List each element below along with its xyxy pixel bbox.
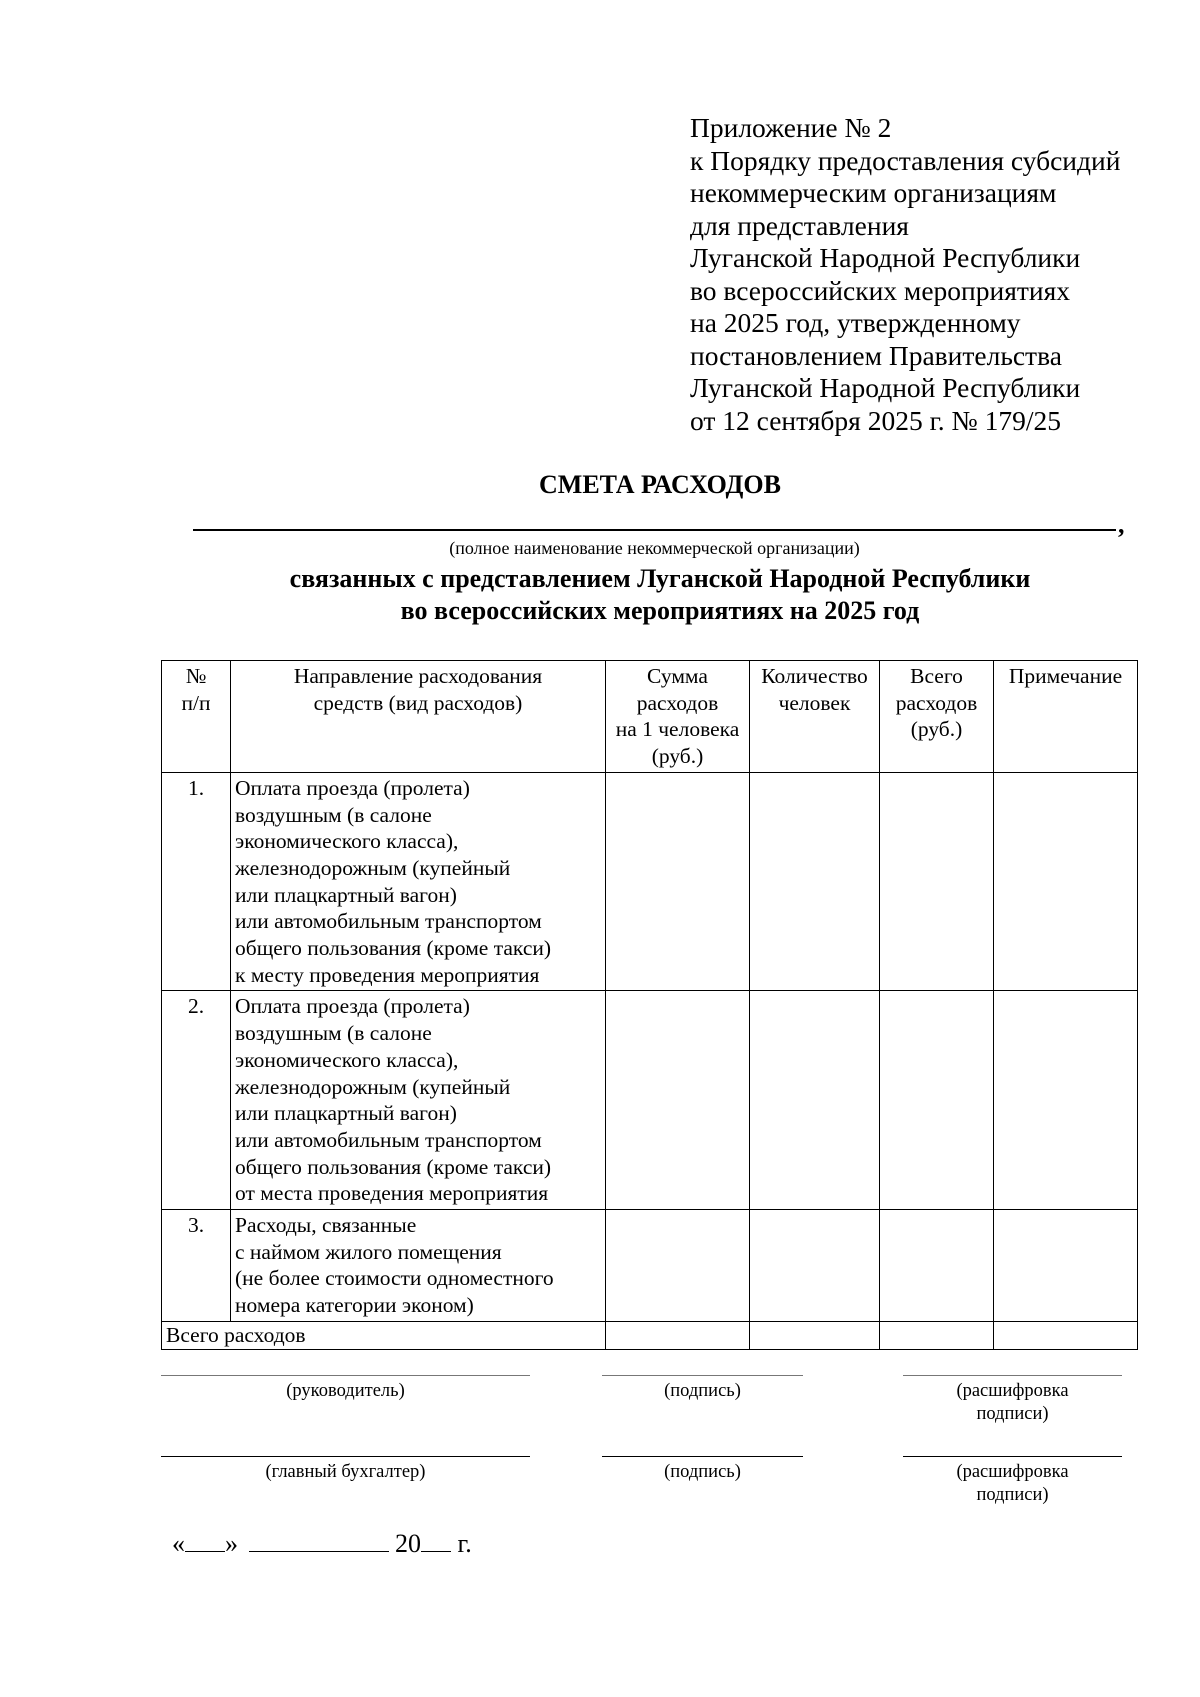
document-subtitle xyxy=(0,563,1200,627)
table-header-row xyxy=(162,661,1138,773)
head-caption: (руководитель) xyxy=(286,1381,405,1401)
annex-line: на 2025 год, утвержденному xyxy=(690,307,1021,338)
annex-line: постановлением Правительства xyxy=(690,339,1062,371)
annex-line: некоммерческим организациям xyxy=(690,177,1057,208)
header-sum-per-person: Сумма расходов на 1 человека (руб.) xyxy=(606,661,750,773)
head-signature-line[interactable] xyxy=(602,1375,803,1376)
annex-line: во всероссийских мероприятиях xyxy=(690,274,1071,306)
subtitle-line: во всероссийских мероприятиях на 2025 год xyxy=(400,596,920,625)
header-people-count: Количество человек xyxy=(750,661,880,773)
cell-people-count[interactable] xyxy=(750,991,880,1210)
org-name-caption: (полное наименование некоммерческой организации) xyxy=(449,538,860,558)
accountant-signature-caption: (подпись) xyxy=(664,1462,741,1482)
row-number: 2. xyxy=(162,991,231,1210)
date-close-quote: » xyxy=(225,1529,238,1558)
cell-total-total[interactable] xyxy=(880,1321,994,1349)
date-month-blank[interactable] xyxy=(249,1527,389,1552)
table-row xyxy=(162,772,1138,991)
table-row xyxy=(162,1210,1138,1322)
cell-sum-per-person[interactable] xyxy=(606,772,750,991)
cell-total[interactable] xyxy=(880,991,994,1210)
header-direction: Направление расходования средств (вид расходов) xyxy=(231,661,606,773)
date-open-quote: « xyxy=(172,1529,185,1558)
header-num: № п/п xyxy=(162,661,231,773)
row-number: 1. xyxy=(162,772,231,991)
cell-note[interactable] xyxy=(994,772,1138,991)
date-row xyxy=(172,1527,472,1559)
row-description: Оплата проезда (пролета) воздушным (в салоне экономического класса), железнодорожным (купейный или плацкартный вагон) или автомобильным транспортом общего пользования (кроме такси) от места проведения мероприятия xyxy=(231,991,606,1210)
accountant-decoding-line[interactable] xyxy=(903,1456,1122,1457)
org-name-fill-line xyxy=(193,529,1116,531)
table-row xyxy=(162,991,1138,1210)
accountant-caption: (главный бухгалтер) xyxy=(265,1462,426,1482)
table-total-row xyxy=(162,1321,1138,1349)
date-day-blank[interactable] xyxy=(185,1527,225,1552)
accountant-signature-line[interactable] xyxy=(602,1456,803,1457)
annex-line: для представления xyxy=(690,209,909,241)
head-signature-caption: (подпись) xyxy=(664,1381,741,1401)
estimate-table xyxy=(161,660,1138,1350)
head-decoding-caption: (расшифровка подписи) xyxy=(956,1381,1069,1424)
org-name-comma: , xyxy=(1118,510,1125,539)
header-total: Всего расходов (руб.) xyxy=(880,661,994,773)
cell-people-count[interactable] xyxy=(750,1210,880,1322)
cell-people-count[interactable] xyxy=(750,772,880,991)
date-year-suffix: г. xyxy=(457,1529,472,1558)
cell-note[interactable] xyxy=(994,1210,1138,1322)
cell-sum-per-person[interactable] xyxy=(606,1210,750,1322)
head-fill-line[interactable] xyxy=(161,1375,530,1376)
cell-total-people-count[interactable] xyxy=(750,1321,880,1349)
annex-line: от 12 сентября 2025 г. № 179/25 xyxy=(690,404,1061,436)
document-title: СМЕТА РАСХОДОВ xyxy=(539,470,781,499)
cell-note[interactable] xyxy=(994,991,1138,1210)
row-description: Расходы, связанные с наймом жилого помещения (не более стоимости одноместного номера категории эконом) xyxy=(231,1210,606,1322)
annex-line: Луганской Народной Республики xyxy=(690,372,1081,403)
accountant-fill-line[interactable] xyxy=(161,1456,530,1457)
subtitle-line: связанных с представлением Луганской Народной Республики xyxy=(289,564,1031,593)
date-year-prefix: 20 xyxy=(395,1529,421,1558)
row-number: 3. xyxy=(162,1210,231,1322)
header-note: Примечание xyxy=(994,661,1138,773)
total-label: Всего расходов xyxy=(162,1321,606,1349)
cell-total[interactable] xyxy=(880,772,994,991)
annex-line: Луганской Народной Республики xyxy=(690,242,1081,273)
cell-sum-per-person[interactable] xyxy=(606,991,750,1210)
annex-block xyxy=(690,112,1120,437)
row-description: Оплата проезда (пролета) воздушным (в салоне экономического класса), железнодорожным (купейный или плацкартный вагон) или автомобильным транспортом общего пользования (кроме такси) к месту проведения мероприятия xyxy=(231,772,606,991)
accountant-decoding-caption: (расшифровка подписи) xyxy=(956,1462,1069,1505)
cell-total-note[interactable] xyxy=(994,1321,1138,1349)
date-year-blank[interactable] xyxy=(421,1527,451,1552)
head-decoding-line[interactable] xyxy=(903,1375,1122,1376)
annex-line: Приложение № 2 xyxy=(690,112,892,143)
cell-total[interactable] xyxy=(880,1210,994,1322)
annex-line: к Порядку предоставления субсидий xyxy=(690,144,1121,176)
cell-total-sum-per-person[interactable] xyxy=(606,1321,750,1349)
